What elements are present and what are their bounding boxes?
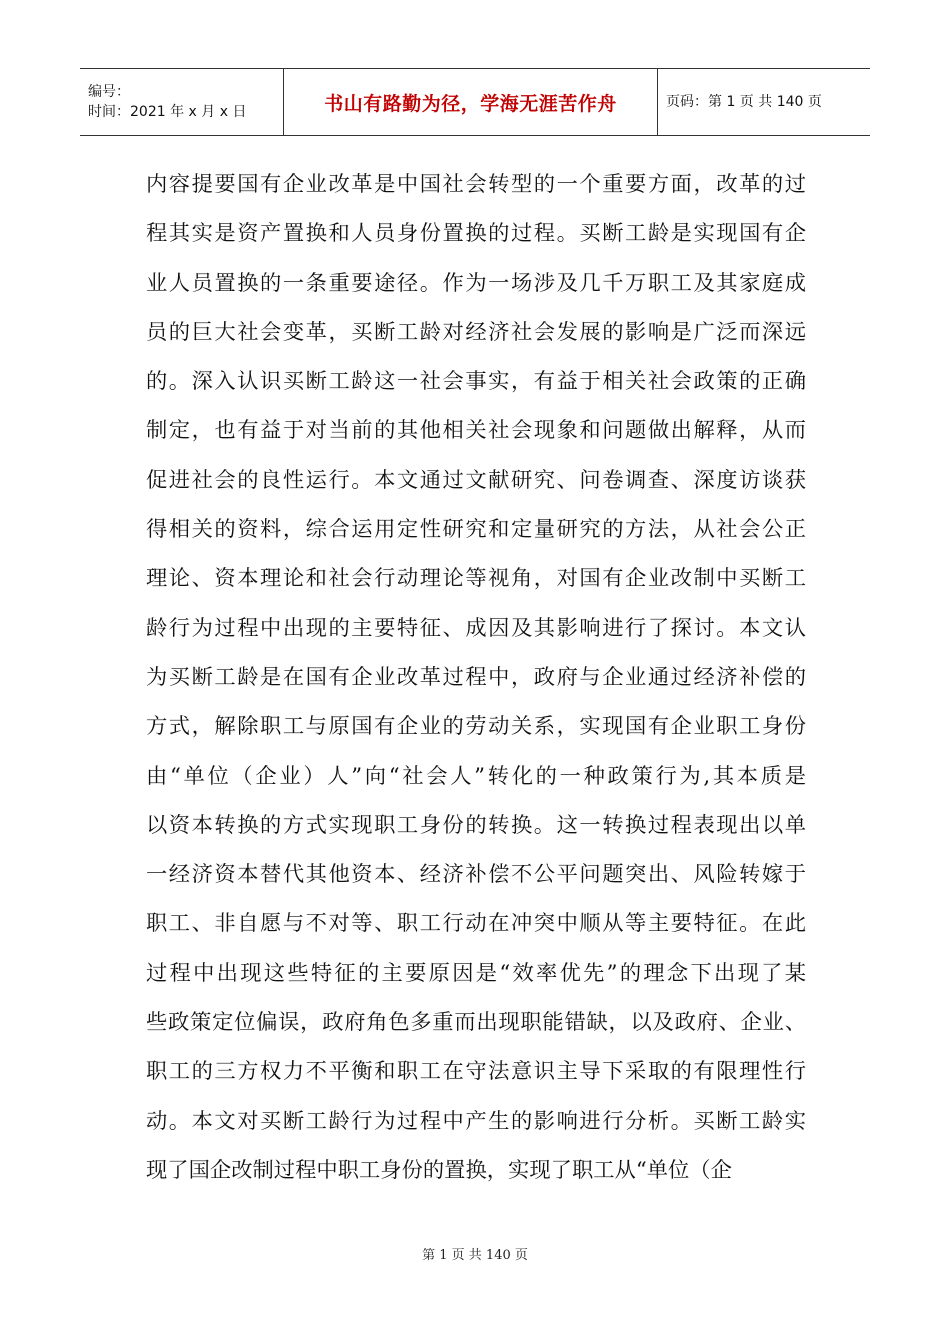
header-motto-cell: [283, 69, 658, 135]
header-meta: [80, 69, 283, 135]
body-line: 职工、非自愿与不对等、职工行动在冲突中顺从等主要特征。在此: [146, 911, 806, 937]
body-line: 方式，解除职工与原国有企业的劳动关系，实现国有企业职工身份: [146, 714, 806, 740]
body-line: 的。深入认识买断工龄这一社会事实，有益于相关社会政策的正确: [146, 369, 806, 395]
document-number: 编号：: [88, 84, 130, 100]
body-line: 业人员置换的一条重要途径。作为一场涉及几千万职工及其家庭成: [146, 270, 806, 296]
body-line: 过程中出现这些特征的主要原因是“效率优先”的理念下出现了某: [146, 960, 806, 986]
header-page-cell: [658, 69, 870, 135]
body-line: 程其实是资产置换和人员身份置换的过程。买断工龄是实现国有企: [146, 221, 806, 247]
header-motto: 书山有路勤为径，学海无涯苦作舟: [324, 92, 617, 115]
body-line: 得相关的资料，综合运用定性研究和定量研究的方法，从社会公正: [146, 517, 806, 543]
body-line: 些政策定位偏误，政府角色多重而出现职能错缺，以及政府、企业、: [146, 1010, 806, 1036]
body-line: 制定，也有益于对当前的其他相关社会现象和问题做出解释，从而: [146, 418, 806, 444]
body-line: 为买断工龄是在国有企业改革过程中，政府与企业通过经济补偿的: [146, 664, 806, 690]
body-line: 动。本文对买断工龄行为过程中产生的影响进行分析。买断工龄实: [146, 1108, 806, 1134]
body-line: 龄行为过程中出现的主要特征、成因及其影响进行了探讨。本文认: [146, 615, 806, 641]
body-line: 员的巨大社会变革，买断工龄对经济社会发展的影响是广泛而深远: [146, 319, 806, 345]
body-line: 一经济资本替代其他资本、经济补偿不公平问题突出、风险转嫁于: [146, 862, 806, 888]
body-line: 职工的三方权力不平衡和职工在守法意识主导下采取的有限理性行: [146, 1059, 806, 1085]
body-line: 内容提要国有企业改革是中国社会转型的一个重要方面，改革的过: [146, 172, 806, 197]
abstract-body: [146, 160, 806, 1195]
body-line: 促进社会的良性运行。本文通过文献研究、问卷调查、深度访谈获: [146, 467, 806, 493]
body-line: 以资本转换的方式实现职工身份的转换。这一转换过程表现出以单: [146, 812, 806, 838]
document-date: 时间：2021 年 x 月 x 日: [88, 104, 247, 120]
page-footer: 第 1 页 共 140 页: [422, 1248, 528, 1263]
header-page-info: 页码：第 1 页 共 140 页: [666, 94, 822, 110]
page-header: [80, 68, 870, 136]
body-line: 由“单位（企业）人”向“社会人”转化的一种政策行为,其本质是: [146, 763, 806, 789]
body-line: 理论、资本理论和社会行动理论等视角，对国有企业改制中买断工: [146, 566, 806, 592]
body-line: 现了国企改制过程中职工身份的置换，实现了职工从“单位（企: [146, 1157, 732, 1183]
